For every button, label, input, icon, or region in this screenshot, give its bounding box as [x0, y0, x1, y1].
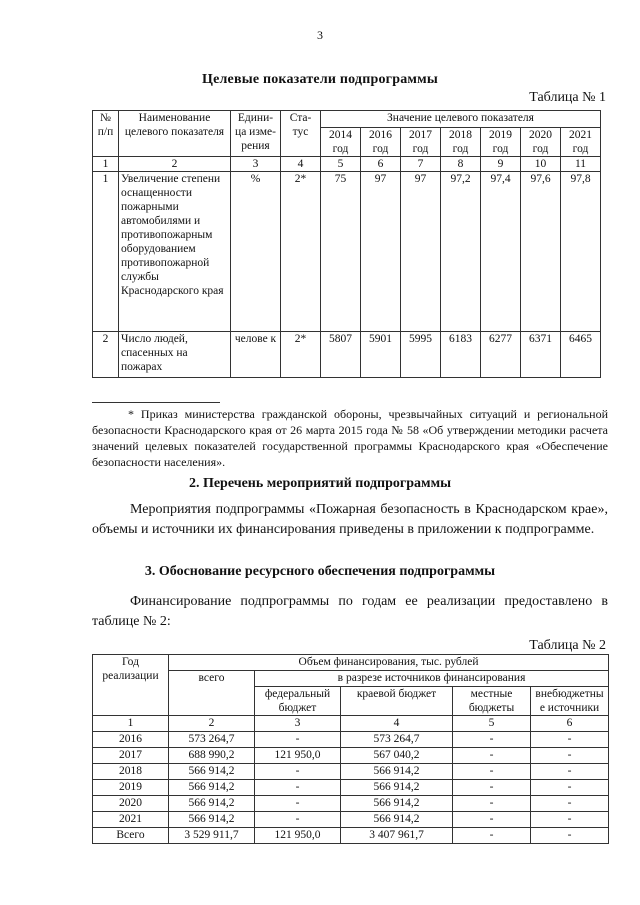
section2-text: Мероприятия подпрограммы «Пожарная безопасность в Краснодарском крае», объемы и источники их финансирования приведены в приложении к подпрограмме. [92, 502, 608, 537]
value-cell: 5807 [321, 332, 361, 378]
regional-cell: 567 040,2 [341, 748, 453, 764]
value-cell: 6183 [441, 332, 481, 378]
financing-table [92, 654, 609, 844]
section3-text: Финансирование подпрограммы по годам ее реализации предоставлено в таблице № 2: [92, 594, 608, 629]
indicator-status: 2* [281, 172, 321, 332]
total-cell: 566 914,2 [169, 796, 255, 812]
index-cell: 2 [119, 157, 231, 172]
year-cell: 2019 [93, 780, 169, 796]
extra-cell: - [531, 780, 609, 796]
index-cell: 11 [561, 157, 601, 172]
header-volume: Объем финансирования, тыс. рублей [169, 655, 609, 671]
target-indicators-table [92, 110, 601, 378]
indicator-name: Увеличение степени оснащенности пожарными автомобилями и противопожарным оборудованием противопожарной службы Краснодарского края [119, 172, 231, 332]
regional-cell: 566 914,2 [341, 780, 453, 796]
federal-cell: - [255, 796, 341, 812]
total-row [93, 828, 609, 844]
local-cell: - [453, 796, 531, 812]
federal-cell: 121 950,0 [255, 748, 341, 764]
local-cell: - [453, 828, 531, 844]
regional-cell: 566 914,2 [341, 812, 453, 828]
local-cell: - [453, 780, 531, 796]
federal-cell: - [255, 812, 341, 828]
header-regional: краевой бюджет [341, 687, 453, 716]
index-cell: 8 [441, 157, 481, 172]
extra-cell: - [531, 732, 609, 748]
header-year: Год реализации [93, 655, 169, 716]
local-cell: - [453, 812, 531, 828]
value-cell: 5995 [401, 332, 441, 378]
table1-title: Целевые показатели подпрограммы [201, 72, 439, 87]
header-extra: внебюджетны е источники [531, 687, 609, 716]
regional-cell: 3 407 961,7 [341, 828, 453, 844]
row-num: 1 [93, 172, 119, 332]
header-year: 2018 год [441, 128, 481, 157]
year-cell: Всего [93, 828, 169, 844]
value-cell: 6277 [481, 332, 521, 378]
regional-cell: 573 264,7 [341, 732, 453, 748]
index-cell: 1 [93, 716, 169, 732]
federal-cell: - [255, 764, 341, 780]
section3-heading: 3. Обоснование ресурсного обеспечения подпрограммы [144, 564, 496, 579]
page-number: 3 [317, 28, 323, 42]
header-local: местные бюджеты [453, 687, 531, 716]
header-year: 2021 год [561, 128, 601, 157]
index-cell: 3 [231, 157, 281, 172]
value-cell: 6371 [521, 332, 561, 378]
local-cell: - [453, 748, 531, 764]
index-cell: 6 [531, 716, 609, 732]
table1-label: Таблица № 1 [529, 90, 606, 105]
extra-cell: - [531, 764, 609, 780]
table-row [93, 812, 609, 828]
column-index-row [93, 157, 601, 172]
section2-heading: 2. Перечень мероприятий подпрограммы [188, 476, 452, 491]
index-cell: 6 [361, 157, 401, 172]
index-cell: 3 [255, 716, 341, 732]
extra-cell: - [531, 748, 609, 764]
header-year: 2017 год [401, 128, 441, 157]
year-cell: 2016 [93, 732, 169, 748]
table-row [93, 172, 601, 332]
header-total: всего [169, 671, 255, 716]
table-row [93, 780, 609, 796]
value-cell: 97 [401, 172, 441, 332]
federal-cell: - [255, 732, 341, 748]
regional-cell: 566 914,2 [341, 764, 453, 780]
header-target-value: Значение целевого показателя [321, 111, 601, 128]
local-cell: - [453, 732, 531, 748]
table2-label: Таблица № 2 [529, 638, 606, 653]
value-cell: 97,6 [521, 172, 561, 332]
extra-cell: - [531, 828, 609, 844]
header-by-source: в разрезе источников финансирования [255, 671, 609, 687]
local-cell: - [453, 764, 531, 780]
header-year: 2016 год [361, 128, 401, 157]
footnote: * Приказ министерства гражданской обороны, чрезвычайных ситуаций и региональной безопасности Краснодарского края от 26 марта 2015 года № 58 «Об утверждении методики расчета значений целевых показателей государственной программы Краснодарского края «Обеспечение безопасности населения». [92, 407, 608, 469]
header-year: 2020 год [521, 128, 561, 157]
indicator-unit: челове к [231, 332, 281, 378]
row-num: 2 [93, 332, 119, 378]
indicator-unit: % [231, 172, 281, 332]
federal-cell: - [255, 780, 341, 796]
header-year: 2019 год [481, 128, 521, 157]
total-cell: 573 264,7 [169, 732, 255, 748]
index-cell: 4 [341, 716, 453, 732]
value-cell: 5901 [361, 332, 401, 378]
index-cell: 9 [481, 157, 521, 172]
extra-cell: - [531, 796, 609, 812]
value-cell: 97 [361, 172, 401, 332]
table-row [93, 732, 609, 748]
header-indicator-name: Наименование целевого показателя [119, 111, 231, 157]
table-row [93, 764, 609, 780]
index-cell: 5 [453, 716, 531, 732]
index-cell: 10 [521, 157, 561, 172]
index-cell: 7 [401, 157, 441, 172]
year-cell: 2018 [93, 764, 169, 780]
index-cell: 1 [93, 157, 119, 172]
regional-cell: 566 914,2 [341, 796, 453, 812]
header-status: Ста-тус [281, 111, 321, 157]
table-row [93, 748, 609, 764]
extra-cell: - [531, 812, 609, 828]
indicator-name: Число людей, спасенных на пожарах [119, 332, 231, 378]
value-cell: 97,8 [561, 172, 601, 332]
federal-cell: 121 950,0 [255, 828, 341, 844]
total-cell: 3 529 911,7 [169, 828, 255, 844]
total-cell: 688 990,2 [169, 748, 255, 764]
total-cell: 566 914,2 [169, 812, 255, 828]
year-cell: 2017 [93, 748, 169, 764]
header-num: № п/п [93, 111, 119, 157]
year-cell: 2021 [93, 812, 169, 828]
year-cell: 2020 [93, 796, 169, 812]
header-unit: Едини-ца изме-рения [231, 111, 281, 157]
footnote-divider [92, 402, 220, 403]
total-cell: 566 914,2 [169, 764, 255, 780]
index-cell: 2 [169, 716, 255, 732]
index-cell: 5 [321, 157, 361, 172]
header-year: 2014 год [321, 128, 361, 157]
indicator-status: 2* [281, 332, 321, 378]
table-row [93, 332, 601, 378]
value-cell: 97,2 [441, 172, 481, 332]
column-index-row [93, 716, 609, 732]
index-cell: 4 [281, 157, 321, 172]
value-cell: 75 [321, 172, 361, 332]
table-row [93, 796, 609, 812]
value-cell: 6465 [561, 332, 601, 378]
value-cell: 97,4 [481, 172, 521, 332]
header-federal: федеральный бюджет [255, 687, 341, 716]
total-cell: 566 914,2 [169, 780, 255, 796]
